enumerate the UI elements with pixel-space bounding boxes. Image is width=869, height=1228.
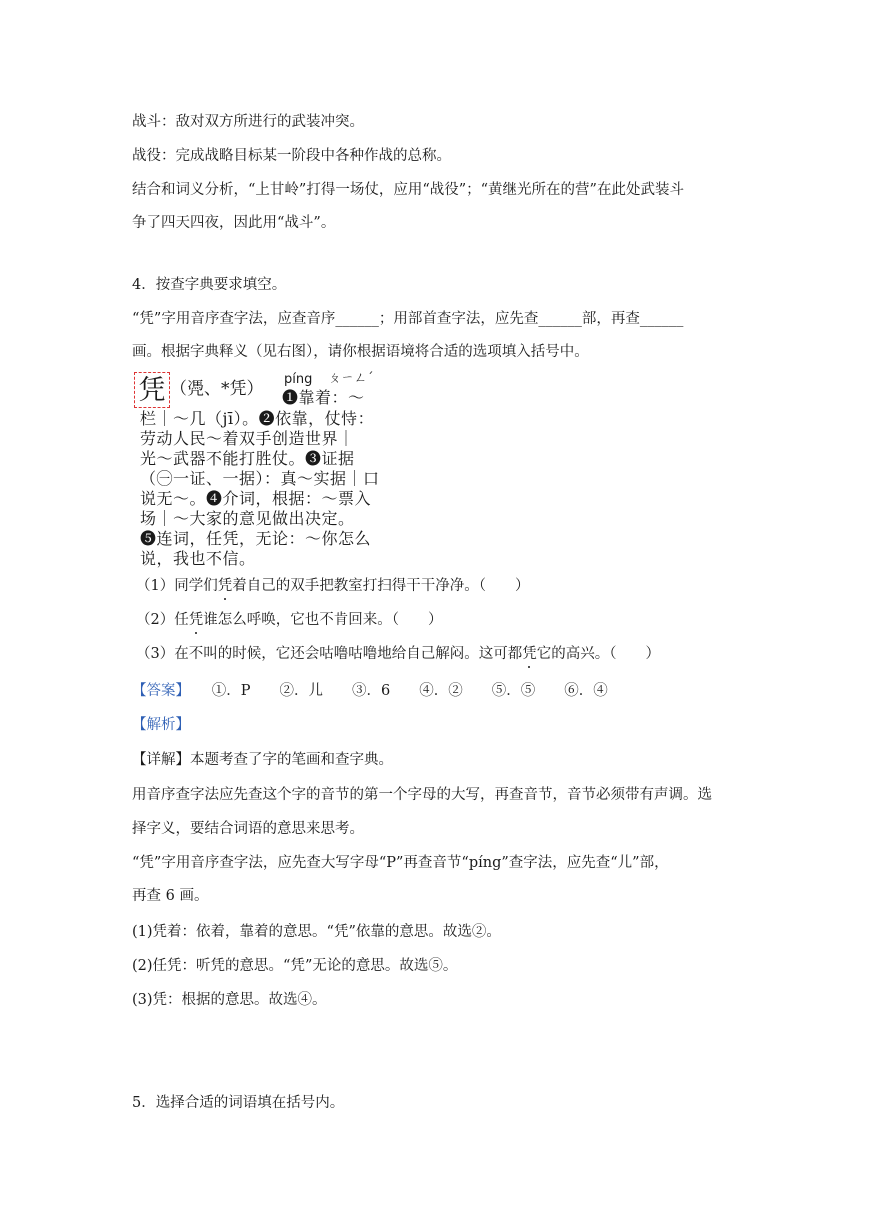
question-5-title: 5．选择合适的词语填在括号内。 xyxy=(132,1095,345,1111)
item-text: 它的高兴。（ ） xyxy=(536,646,660,662)
item-text: （1）同学们 xyxy=(136,578,218,594)
answer-label: 【答案】 xyxy=(132,683,183,699)
item-text: （2）任 xyxy=(136,612,189,628)
item-text: 着自己的双手把教室打扫得干干净净。（ ） xyxy=(232,578,530,594)
dictionary-definition-line: 劳动人民～着双手创造世界｜ xyxy=(140,429,355,448)
detail-line xyxy=(132,750,393,770)
dictionary-pinyin: píng xyxy=(284,372,313,387)
question-4-item-3 xyxy=(136,644,660,664)
explanation-line-1: 战斗：敌对双方所进行的武装冲突。 xyxy=(132,114,364,130)
dictionary-definition-line: 场｜～大家的意见做出决定。 xyxy=(140,509,355,528)
analysis-line: 择字义，要结合词语的意思来思考。 xyxy=(132,821,364,837)
explanation-line-3: 结合和词义分析，“上甘岭”打得一场仗，应用“战役”；“黄继光所在的营”在此处武装斗 xyxy=(132,182,684,198)
question-4-line-1: “凭”字用音序查字法，应查音序______；用部首查字法，应先查______部，再查______ xyxy=(132,311,684,327)
detail-label: 【详解】 xyxy=(132,752,190,768)
analysis-line: 再查 6 画。 xyxy=(132,888,209,904)
question-4-line-2: 画。根据字典释义（见右图），请你根据语境将合适的选项填入括号中。 xyxy=(132,344,589,360)
dictionary-zhuyin: ㄆㄧㄥˊ xyxy=(328,371,374,386)
dictionary-definition-line: 栏｜～几（jī）。❷依靠，仗恃： xyxy=(140,409,375,428)
analysis-line: (1)凭着：依着，靠着的意思。“凭”依靠的意思。故选②。 xyxy=(132,924,501,940)
item-text: （3）在不叫的时候，它还会咕噜咕噜地给自己解闷。这可都 xyxy=(136,646,523,662)
item-text: 谁怎么呼唤，它也不肯回来。（ ） xyxy=(203,612,443,628)
explanation-line-4: 争了四天四夜，因此用“战斗”。 xyxy=(132,215,336,231)
dictionary-definition-line: （㊀一证、一据）：真～实据｜口 xyxy=(140,469,380,488)
dictionary-definition-line: 光～武器不能打胜仗。❸证据 xyxy=(140,449,355,468)
answer-line xyxy=(132,681,608,701)
dictionary-definition-line: ❶靠着：～ xyxy=(282,388,365,407)
dictionary-definition-line: 说，我也不信。 xyxy=(140,549,256,568)
dictionary-headword: 凭 xyxy=(134,372,170,408)
analysis-line: (2)任凭：听凭的意思。“凭”无论的意思。故选⑤。 xyxy=(132,958,458,974)
question-4-title: 4．按查字典要求填空。 xyxy=(132,277,287,293)
question-4-item-1 xyxy=(136,576,529,596)
analysis-label: 【解析】 xyxy=(132,717,190,733)
dictionary-entry-image xyxy=(132,368,380,568)
emphasis-mark: 凭 xyxy=(188,612,204,628)
analysis-line: (3)凭：根据的意思。故选④。 xyxy=(132,992,327,1008)
detail-text: 本题考查了字的笔画和查字典。 xyxy=(190,752,393,768)
emphasis-mark: 凭 xyxy=(522,646,537,662)
dictionary-definition-line: ❺连词，任凭，无论：～你怎么 xyxy=(140,529,372,548)
dictionary-variants: （凴、*凭） xyxy=(170,379,264,399)
analysis-line: “凭”字用音序查字法，应先查大写字母“P”再查音节“píng”查字法，应先查“儿”部， xyxy=(132,855,669,871)
answer-text: ①．P ②．儿 ③．6 ④．② ⑤．⑤ ⑥．④ xyxy=(182,683,608,699)
emphasis-mark: 凭 xyxy=(217,578,233,594)
explanation-line-2: 战役：完成战略目标某一阶段中各种作战的总称。 xyxy=(132,148,451,164)
question-4-item-2 xyxy=(136,610,442,630)
analysis-line: 用音序查字法应先查这个字的音节的第一个字母的大写，再查音节，音节必须带有声调。选 xyxy=(132,787,712,803)
dictionary-definition-line: 说无～。❹介词，根据：～票入 xyxy=(140,489,372,508)
